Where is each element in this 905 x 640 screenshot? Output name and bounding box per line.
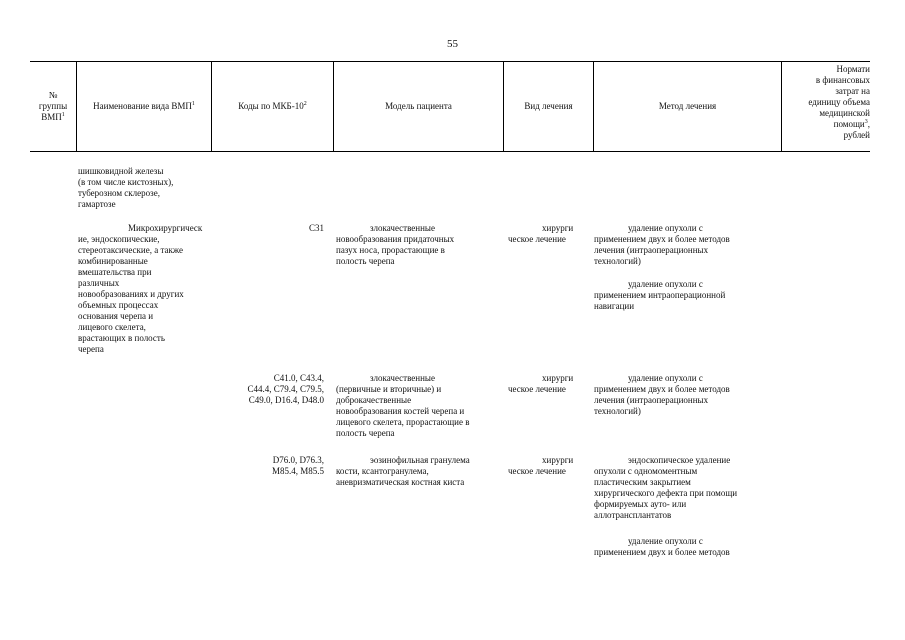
row-3-method-2: удаление опухоли с применением двух и более методов	[594, 536, 730, 557]
page-number: 55	[447, 38, 458, 50]
table-header	[30, 61, 870, 152]
header-treatment-method: Метод лечения	[658, 101, 717, 111]
header-vmp-name: Наименование вида ВМП$^1$	[93, 101, 195, 111]
row-2-codes: C41.0, C43.4, C44.4, C79.4, C79.5, C49.0, D16.4, D48.0	[247, 373, 324, 405]
row-1-model: злокачественные новообразования придаточных пазух носа, прорастающие в полость черепа	[336, 223, 455, 266]
row-3-method-1: эндоскопическое удаление опухоли с одномоментным пластическим закрытием хирургического дефекта при помощи формируемых ауто- или аллотрансплантатов	[594, 455, 738, 520]
row-3-codes: D76.0, D76.3, M85.4, M85.5	[271, 455, 324, 476]
continuation-text: шишковидной железы (в том числе кистозных), туберозном склерозе, гамартозе	[78, 166, 174, 209]
row-1-codes: C31	[308, 223, 324, 233]
header-icd-codes: Коды по МКБ-$10^2$	[238, 101, 307, 111]
header-group-number: № группы ВМП$^1$	[38, 90, 68, 122]
row-1-treatment-type: хирурги ческое лечение	[508, 223, 574, 244]
row-3-treatment-type: хирурги ческое лечение	[508, 455, 574, 476]
row-2-model: злокачественные (первичные и вторичные) и доброкачественные новообразования костей черепа и лицевого скелета, прорастающие в полость черепа	[336, 373, 470, 438]
header-treatment-type: Вид лечения	[524, 101, 573, 111]
vmp-name: Микрохирургическ ие, эндоскопические, стереотаксические, а также комбинированные вмешательства при различных новообразованиях и других объемных процессах основания черепа и лицевого скелета, врастающих в полость черепа	[78, 223, 203, 354]
row-2-treatment-type: хирурги ческое лечение	[508, 373, 574, 394]
header-cost-standard: Нормати в финансовых затрат на единицу объема медицинской помощи$^3$, рублей	[808, 64, 870, 140]
header-patient-model: Модель пациента	[385, 101, 452, 111]
row-1-method-2: удаление опухоли с применением интраоперационной навигации	[594, 279, 726, 311]
row-1-method-1: удаление опухоли с применением двух и более методов лечения (интраоперационных технологий)	[594, 223, 730, 266]
row-2-method-1: удаление опухоли с применением двух и более методов лечения (интраоперационных технологий)	[594, 373, 730, 416]
row-3-model: эозинофильная гранулема кости, ксантогранулема, аневризматическая костная киста	[336, 455, 470, 487]
